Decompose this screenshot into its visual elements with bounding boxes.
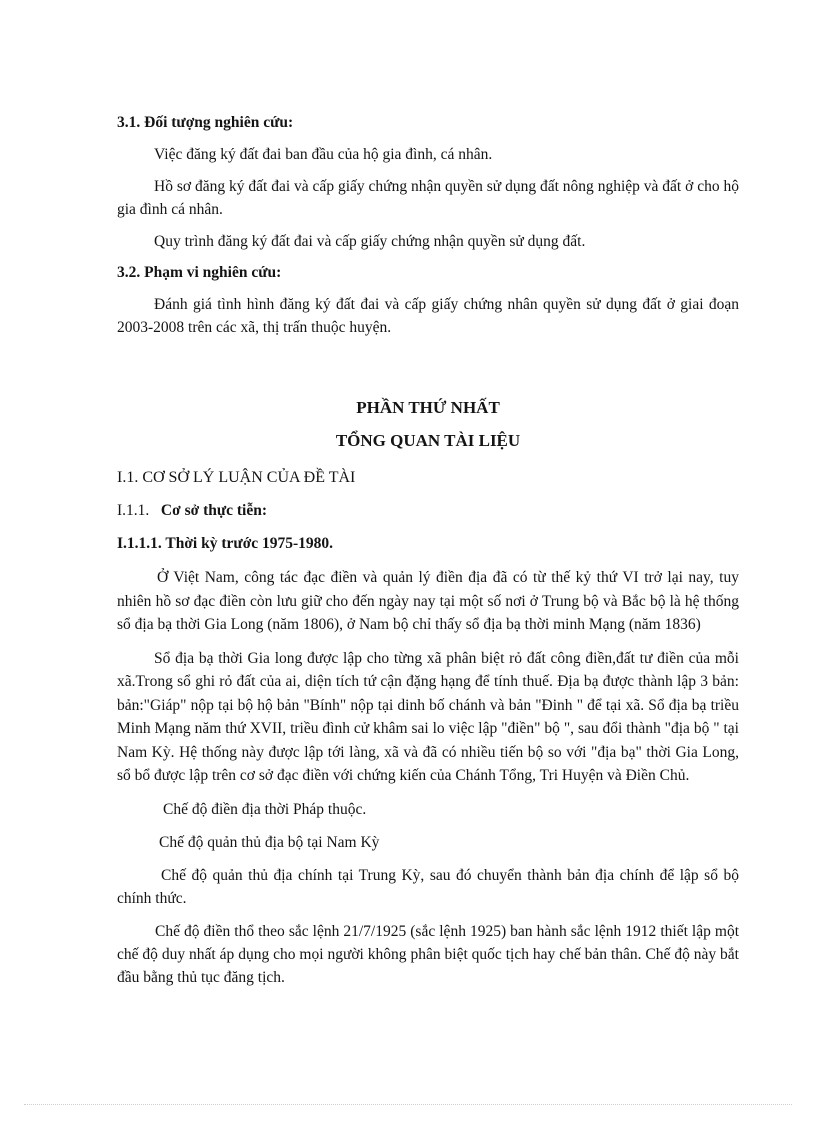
paragraph-3-1-c: Quy trình đăng ký đất đai và cấp giấy chứng nhận quyền sử dụng đất. (154, 233, 586, 250)
part-subtitle: TỔNG QUAN TÀI LIỆU (335, 431, 521, 450)
heading-I-1-1 (117, 500, 739, 522)
part-title: PHẦN THỨ NHẤT (356, 398, 500, 417)
heading-I-1-1-1: I.1.1.1. Thời kỳ trước 1975-1980. (117, 535, 334, 552)
body-paragraph-4: Chế độ quản thủ địa bộ tại Nam Kỳ (159, 833, 380, 851)
body-paragraph-1: Ở Việt Nam, công tác đạc điền và quản lý điền địa đã có từ thế kỷ thứ VI trở lại nay, tuy nhiên hồ sơ đạc điền còn lưu giữ cho đến ngày nay tại một số nơi ở Trung bộ và Bắc bộ là hệ thống sổ địa bạ thời Gia Long (năm 1806), ở Nam bộ chỉ thấy sổ địa bạ thời minh Mạng (năm 1836) (117, 569, 739, 633)
page-content (117, 112, 739, 999)
heading-I-1-1-title: Cơ sở thực tiễn: (160, 502, 268, 519)
heading-3-1: 3.1. Đối tượng nghiên cứu: (117, 114, 294, 131)
footer-divider (24, 1104, 792, 1105)
heading-I-1-1-label: I.1.1. (117, 502, 150, 519)
body-paragraph-6: Chế độ điền thổ theo sắc lệnh 21/7/1925 (sắc lệnh 1925) ban hành sắc lệnh 1912 thiết lập một chế độ duy nhất áp dụng cho mọi người không phân biệt quốc tịch hay chế bản thân. Chế độ này bắt đầu bằng thủ tục đăng tịch. (117, 922, 739, 986)
paragraph-3-1-b: Hồ sơ đăng ký đất đai và cấp giấy chứng nhận quyền sử dụng đất nông nghiệp và đất ở cho hộ gia đình cá nhân. (117, 178, 739, 218)
paragraph-3-1-a: Việc đăng ký đất đai ban đầu của hộ gia đình, cá nhân. (154, 146, 493, 163)
body-paragraph-3: Chế độ điền địa thời Pháp thuộc. (163, 800, 367, 818)
body-paragraph-5: Chế độ quản thủ địa chính tại Trung Kỳ, sau đó chuyển thành bản địa chính để lập sổ bộ chính thức. (117, 866, 739, 907)
paragraph-3-2-a: Đánh giá tình hình đăng ký đất đai và cấp giấy chứng nhân quyền sử dụng đất ở giai đoạn 2003-2008 trên các xã, thị trấn thuộc huyện. (117, 296, 739, 336)
heading-I-1: I.1. CƠ SỞ LÝ LUẬN CỦA ĐỀ TÀI (117, 469, 356, 486)
body-paragraph-2: Sổ địa bạ thời Gia long được lập cho từng xã phân biệt rỏ đất công điền,đất tư điền của mỗi xã.Trong sổ ghi rỏ đất của ai, diện tích tứ cận đặng hạng để tính thuế. Địa bạ được thành lập 3 bản: bản:"Giáp" nộp tại bộ hộ bản "Bính" nộp tại dinh bố chánh và bản "Đinh " để tại xã. Sổ địa bạ triều Minh Mạng năm thứ XVII, triều đình cử khâm sai lo việc lập "điền" bộ ", sau đổi thành "địa bộ " tại Nam Kỳ. Hệ thống này được lập tới làng, xã và đã có nhiều tiến bộ so với "địa bạ" thời Gia Long, sổ bổ được lập trên cơ sở đạc điền với chứng kiến của Chánh Tổng, Tri Huyện và Điền Chủ. (117, 649, 739, 784)
heading-3-2: 3.2. Phạm vi nghiên cứu: (117, 264, 282, 281)
